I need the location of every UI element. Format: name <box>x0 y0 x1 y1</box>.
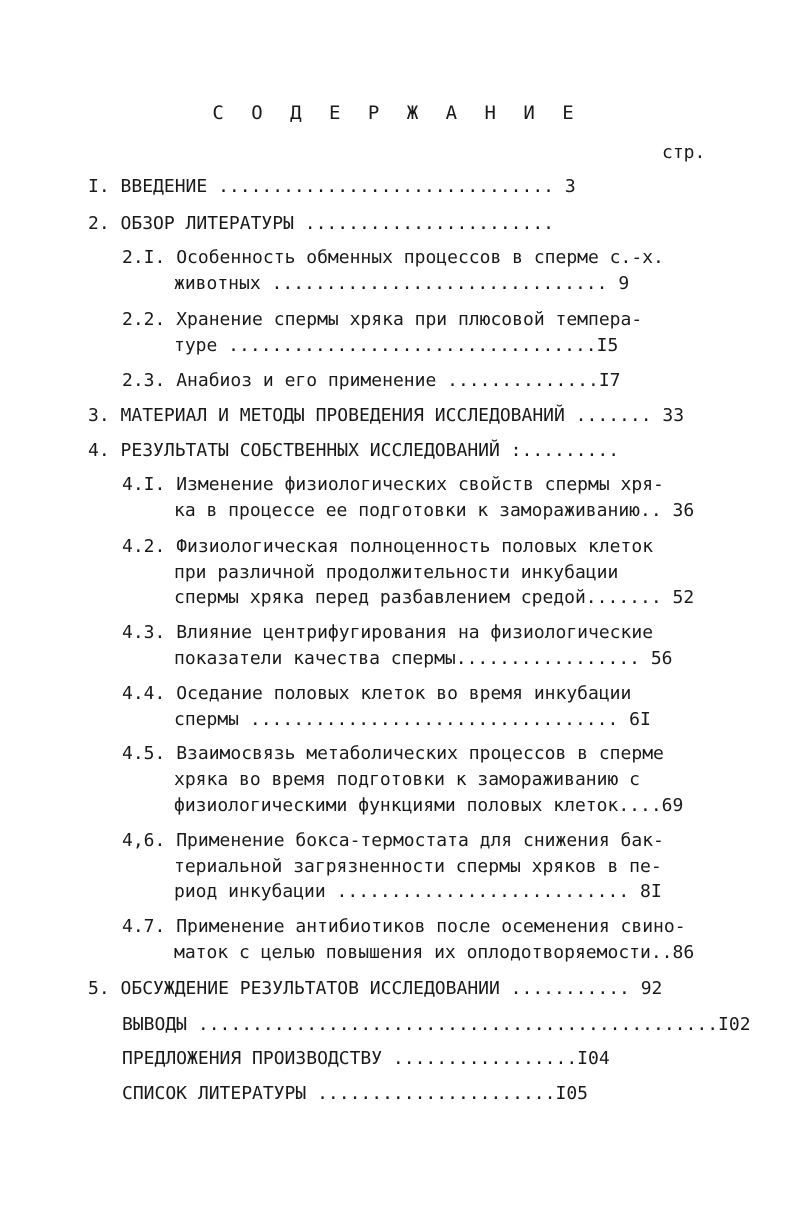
toc-item-4-1 <box>122 474 664 496</box>
page-title: С О Д Е Р Ж А Н И Е <box>212 102 582 124</box>
toc-item-4-4-cont <box>174 709 651 731</box>
toc-number: 2.2. <box>122 309 166 330</box>
toc-item-2-3 <box>122 370 621 392</box>
toc-item-4-6 <box>122 830 664 852</box>
toc-number: 2.I. <box>122 247 166 268</box>
toc-item-references <box>122 1083 588 1105</box>
toc-number: 4,6. <box>122 830 166 851</box>
toc-text: РЕЗУЛЬТАТЫ СОБСТВЕННЫХ ИССЛЕДОВАНИЙ :......... <box>120 440 620 461</box>
toc-item-2-2 <box>122 309 642 331</box>
toc-text: ка в процессе ее подготовки к замораживанию.. 36 <box>174 500 695 521</box>
toc-item-1 <box>88 176 576 198</box>
toc-item-conclusions <box>122 1014 751 1036</box>
toc-item-3 <box>88 405 684 427</box>
toc-number: 2. <box>88 213 110 234</box>
toc-text: ВВЕДЕНИЕ ............................... 3 <box>120 176 576 197</box>
toc-text: ВЫВОДЫ ................................................I02 <box>122 1014 751 1035</box>
toc-number: 4.5. <box>122 743 166 764</box>
toc-text: Применение бокса-термостата для снижения бак- <box>176 830 664 851</box>
toc-text: маток с целью повышения их оплодотворяемости..86 <box>174 942 695 963</box>
toc-text: Хранение спермы хряка при плюсовой темпера- <box>176 309 643 330</box>
toc-item-4-2 <box>122 536 653 558</box>
toc-text: териальной загрязненности спермы хряков в пе- <box>174 856 662 877</box>
toc-text: Взаимосвязь метаболических процессов в сперме <box>176 743 664 764</box>
toc-text: МАТЕРИАЛ И МЕТОДЫ ПРОВЕДЕНИЯ ИССЛЕДОВАНИЙ ....... 33 <box>120 405 685 426</box>
toc-item-4-5-cont1 <box>174 769 640 791</box>
toc-number: 2.3. <box>122 370 166 391</box>
toc-item-2-1-cont <box>174 273 629 295</box>
toc-text: животных ............................... 9 <box>174 273 630 294</box>
toc-text: Оседание половых клеток во время инкубации <box>176 683 632 704</box>
toc-item-4-3 <box>122 622 653 644</box>
toc-text: хряка во время подготовки к замораживанию с <box>174 769 640 790</box>
toc-item-4-7 <box>122 916 686 938</box>
toc-text: показатели качества спермы................. 56 <box>174 648 673 669</box>
toc-number: 4. <box>88 440 110 461</box>
toc-text: Применение антибиотиков после осеменения свино- <box>176 916 686 937</box>
toc-text: физиологическими функциями половых клеток....69 <box>174 795 684 816</box>
toc-text: Особенность обменных процессов в сперме с.-х. <box>176 247 664 268</box>
toc-item-4-7-cont <box>174 942 694 964</box>
toc-text: Изменение физиологических свойств спермы хря- <box>176 474 664 495</box>
toc-item-4 <box>88 440 619 462</box>
toc-number: 3. <box>88 405 110 426</box>
toc-text: ОБЗОР ЛИТЕРАТУРЫ ....................... <box>120 213 555 234</box>
toc-item-5 <box>88 978 662 1000</box>
toc-text: спермы .................................. 6I <box>174 709 651 730</box>
toc-number: 5. <box>88 978 110 999</box>
toc-number: I. <box>88 176 110 197</box>
toc-text: Анабиоз и его применение ..............I7 <box>176 370 621 391</box>
toc-number: 4.2. <box>122 536 166 557</box>
toc-number: 4.7. <box>122 916 166 937</box>
toc-item-2 <box>88 213 554 235</box>
toc-item-4-2-cont2 <box>174 587 694 609</box>
toc-text: Физиологическая полноценность половых клеток <box>176 536 654 557</box>
toc-item-4-5 <box>122 743 664 765</box>
toc-text: Влияние центрифугирования на физиологические <box>176 622 654 643</box>
toc-text: риод инкубации ........................... 8I <box>174 881 662 902</box>
toc-item-proposals <box>122 1048 610 1070</box>
toc-item-4-5-cont2 <box>174 795 683 817</box>
toc-number: 4.3. <box>122 622 166 643</box>
toc-text: ОБСУЖДЕНИЕ РЕЗУЛЬТАТОВ ИССЛЕДОВАНИИ ........... 92 <box>120 978 663 999</box>
toc-item-4-2-cont1 <box>174 562 618 584</box>
toc-text: спермы хряка перед разбавлением средой....... 52 <box>174 587 695 608</box>
toc-text: при различной продолжительности инкубации <box>174 562 619 583</box>
toc-item-4-4 <box>122 683 631 705</box>
toc-item-4-1-cont <box>174 500 694 522</box>
toc-item-4-3-cont <box>174 648 673 670</box>
toc-text: СПИСОК ЛИТЕРАТУРЫ ......................I05 <box>122 1083 588 1104</box>
toc-text: туре ..................................I5 <box>174 335 619 356</box>
toc-item-4-6-cont2 <box>174 881 662 903</box>
toc-item-2-2-cont <box>174 335 618 357</box>
toc-number: 4.4. <box>122 683 166 704</box>
toc-number: 4.I. <box>122 474 166 495</box>
page-column-label: стр. <box>662 142 706 163</box>
toc-item-4-6-cont1 <box>174 856 662 878</box>
toc-text: ПРЕДЛОЖЕНИЯ ПРОИЗВОДСТВУ .................I04 <box>122 1048 610 1069</box>
toc-item-2-1 <box>122 247 664 269</box>
